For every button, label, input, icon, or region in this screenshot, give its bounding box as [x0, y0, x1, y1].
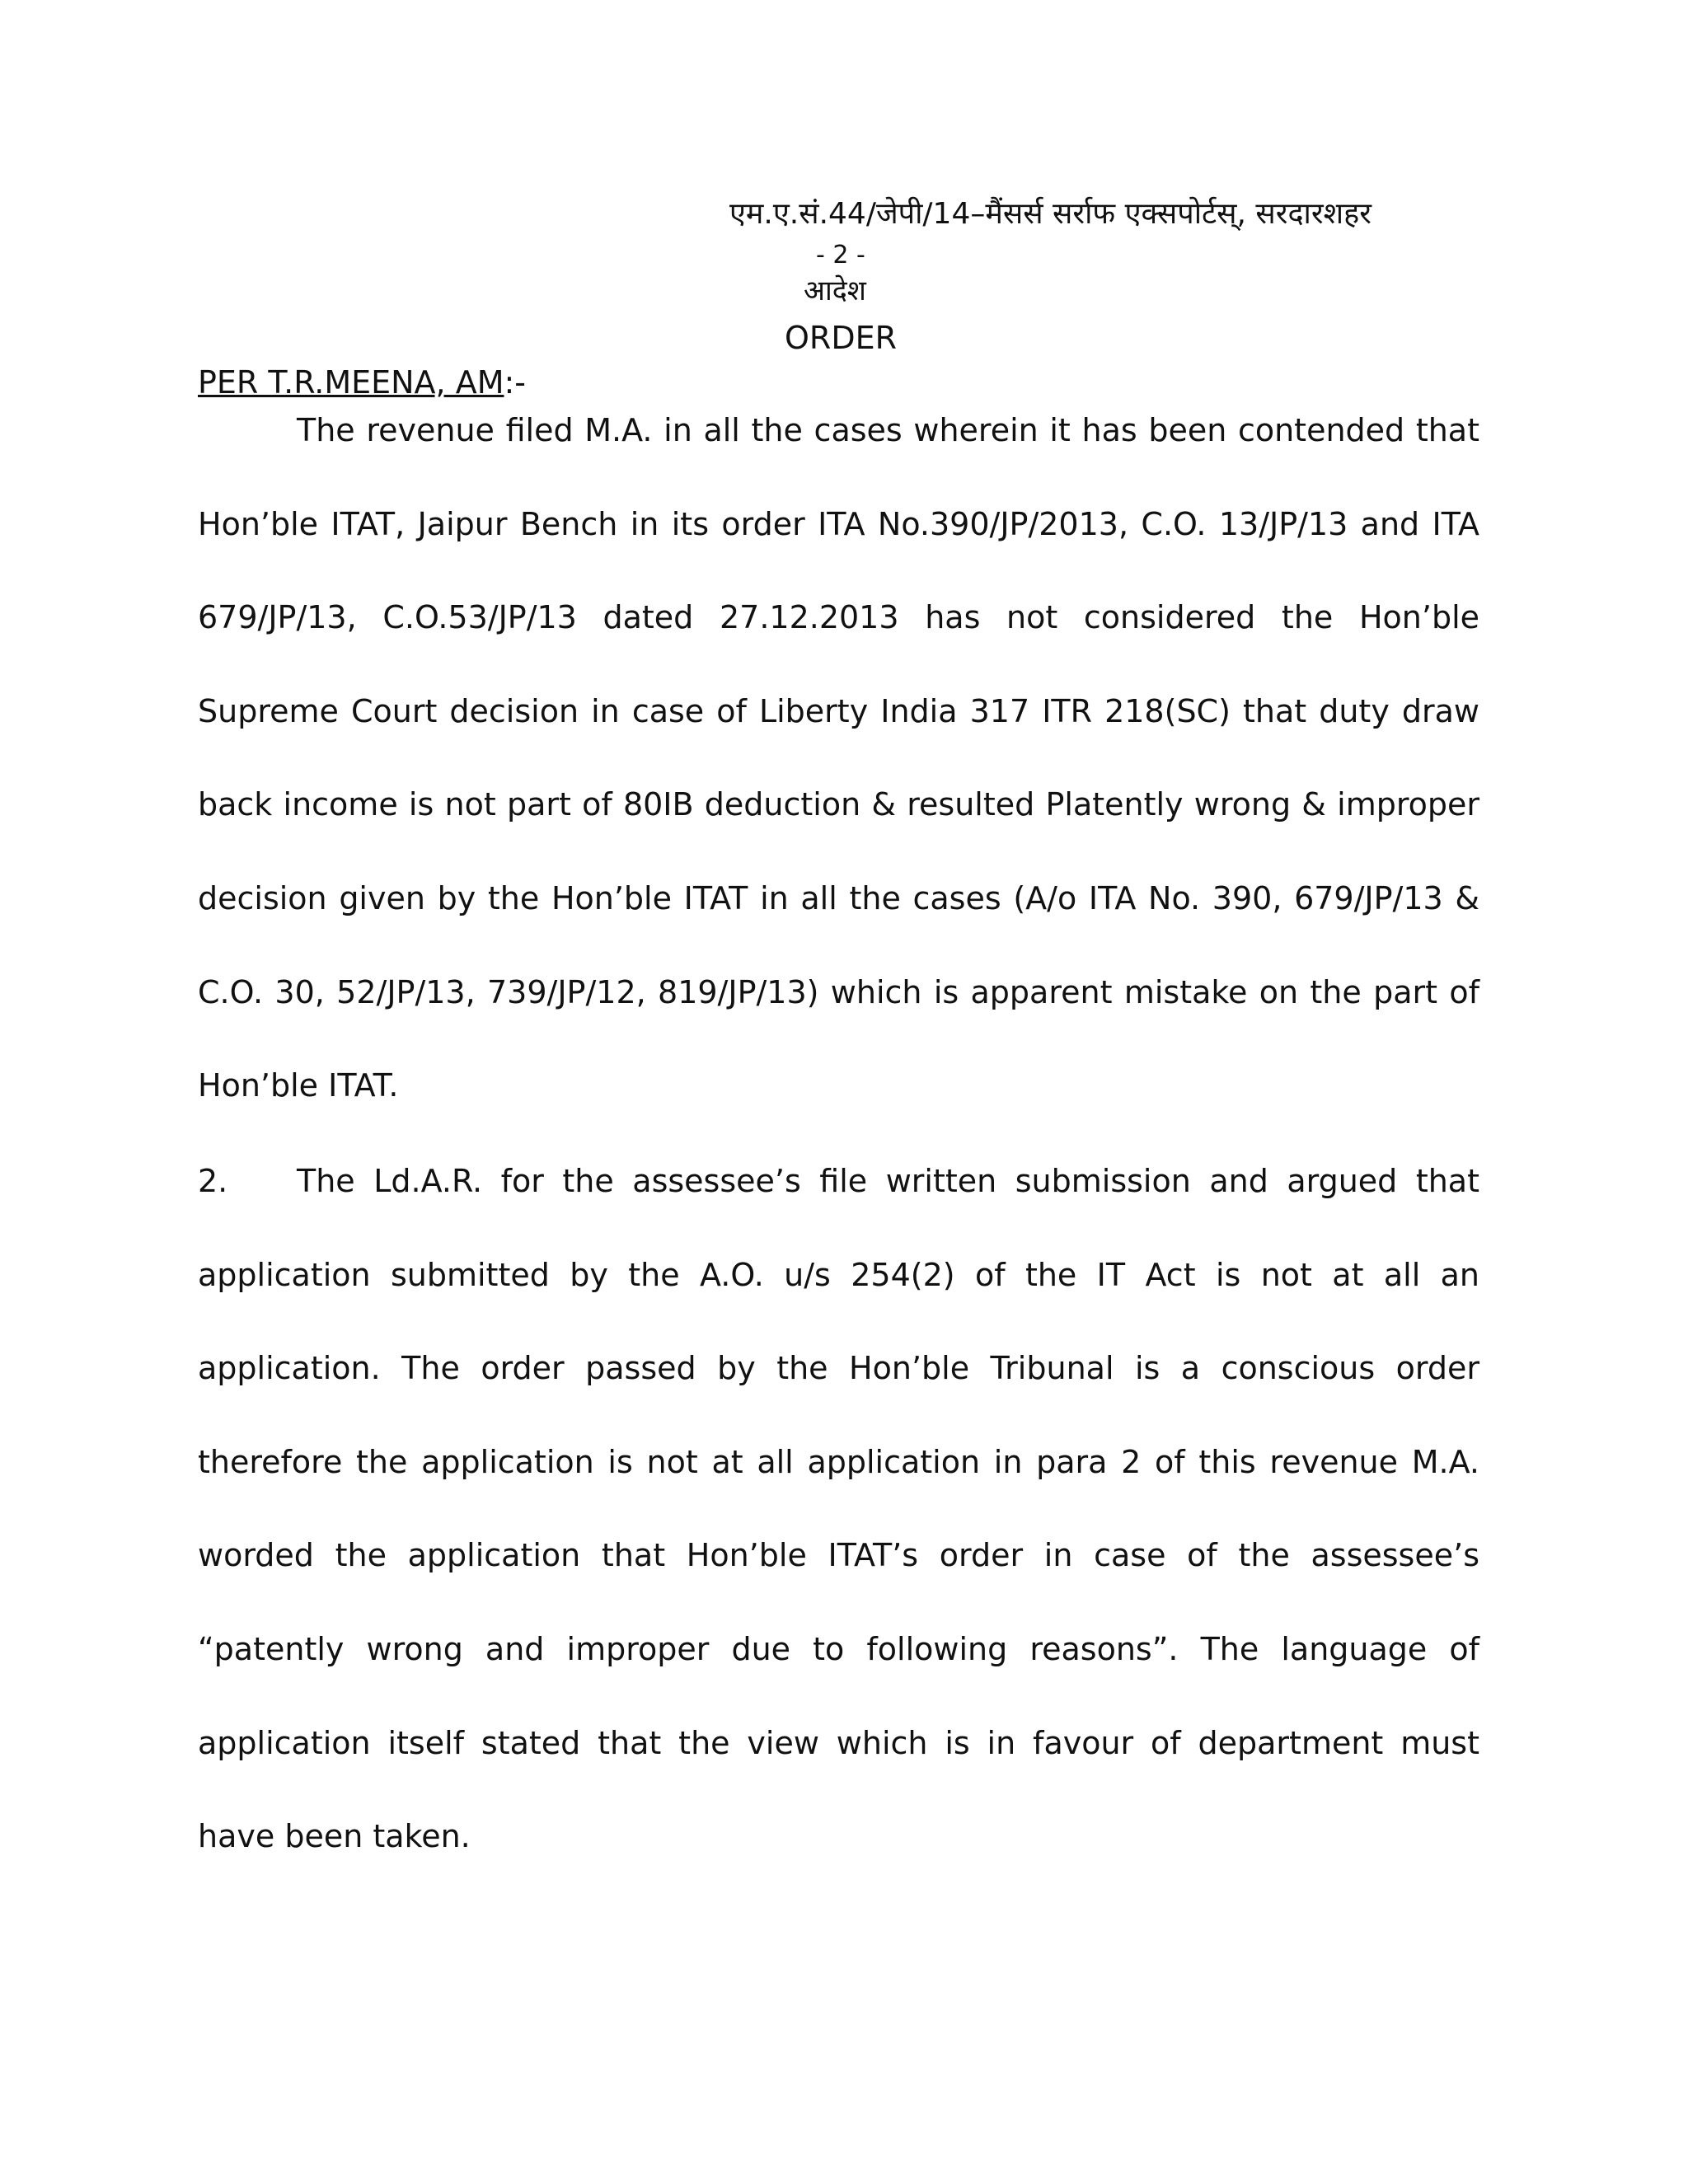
paragraph-2-line: “patently wrong and improper due to following reasons”. The language of	[198, 1630, 1479, 1667]
paragraph-1-line: Supreme Court decision in case of Liberty India 317 ITR 218(SC) that duty draw	[198, 692, 1479, 729]
case-reference: एम.ए.सं.44/जेपी/14–मैंसर्स सर्राफ एक्सपोर्टस्, सरदारशहर	[729, 197, 1372, 231]
paragraph-2-line: application itself stated that the view which is in favour of department must	[198, 1724, 1479, 1761]
paragraph-1	[198, 410, 1479, 1160]
paragraph-2-line: have been taken.	[198, 1818, 471, 1855]
paragraph-2-line: application submitted by the A.O. u/s 254(2) of the IT Act is not at all an	[198, 1256, 1479, 1293]
paragraph-2	[198, 1161, 1479, 1910]
paragraph-number: 2.	[198, 1163, 228, 1199]
paragraph-1-line: 679/JP/13, C.O.53/JP/13 dated 27.12.2013 has not considered the Hon’ble	[198, 599, 1479, 636]
paragraph-2-line: worded the application that Hon’ble ITAT’s order in case of the assessee’s	[198, 1537, 1479, 1574]
paragraph-1-line: C.O. 30, 52/JP/13, 739/JP/12, 819/JP/13) which is apparent mistake on the part of	[198, 973, 1479, 1010]
paragraph-1-line: back income is not part of 80IB deduction & resulted Platently wrong & improper	[198, 786, 1479, 823]
title-english: ORDER	[785, 320, 897, 356]
paragraph-2-line: therefore the application is not at all application in para 2 of this revenue M.A.	[198, 1443, 1479, 1480]
paragraph-2-line: application. The order passed by the Hon’ble Tribunal is a conscious order	[198, 1350, 1479, 1387]
paragraph-1-line: Hon’ble ITAT, Jaipur Bench in its order ITA No.390/JP/2013, C.O. 13/JP/13 and ITA	[198, 505, 1479, 542]
paragraph-1-line: The revenue filed M.A. in all the cases wherein it has been contended that	[297, 412, 1479, 448]
author-suffix: :-	[504, 364, 526, 401]
page-number: - 2 -	[816, 241, 865, 269]
author-line	[198, 364, 526, 402]
paragraph-2-line: 2. The Ld.A.R. for the assessee’s file written submission and argued that	[198, 1163, 1479, 1199]
paragraph-1-line: decision given by the Hon’ble ITAT in all the cases (A/o ITA No. 390, 679/JP/13 &	[198, 879, 1479, 916]
title-hindi: आदेश	[804, 274, 866, 307]
paragraph-1-line: Hon’ble ITAT.	[198, 1067, 399, 1104]
author-label: PER T.R.MEENA, AM	[198, 364, 504, 401]
